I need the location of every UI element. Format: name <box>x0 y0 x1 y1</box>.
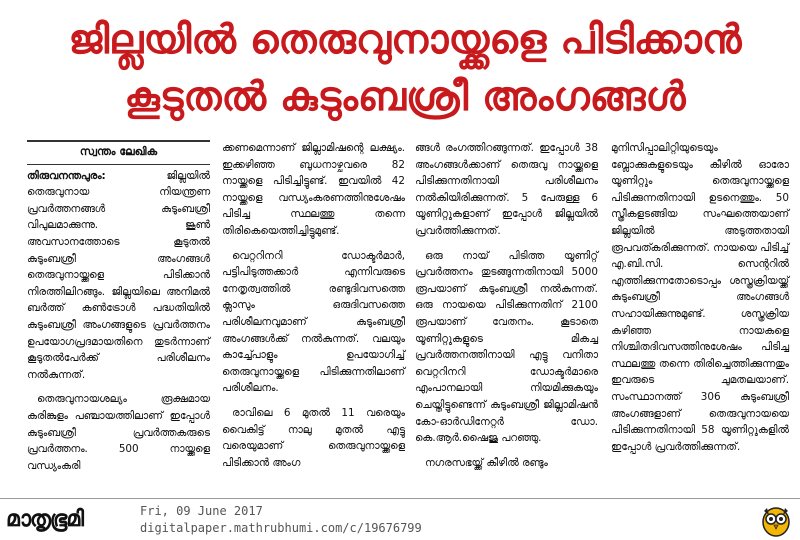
dateline: തിരുവനന്തപുരം: <box>27 169 106 182</box>
paragraph: മുനിസിപ്പാലിറ്റിയുടെയും ബ്ലോക്കുകളുടെയും കീഴിൽ ഓരോ യൂണിറ്റും തെരുവുനായ്ക്കളെ പിടിക്കുന്നതിനായി ഉടനെത്തും. 50 സ്ത്രീകളടങ്ങിയ സംഘത്തെയാണ് ജില്ലയിൽ അടുത്തതായി രൂപവത്കരിക്കുന്നത്. നായയെ പിടിച്ച് എ.ബി.സി. സെന്ററിൽ എത്തിക്കുന്നതോടൊപ്പം ശസ്ത്രക്രിയയ്ക്ക് കുടുംബശ്രീ അംഗങ്ങൾ സഹായിക്കുന്നുമുണ്ട്. ശസ്ത്രക്രിയ കഴിഞ്ഞ നായകളെ നിശ്ചിതദിവസത്തിനുശേഷം പിടിച്ച സ്ഥലത്തു തന്നെ തിരിച്ചെത്തിക്കുന്നതും ഇവരുടെ ചുമതലയാണ്. സംസ്ഥാനത്ത് 306 കുടുംബശ്രീ അംഗങ്ങളാണ് തെരുവുനായയെ പിടിക്കുന്നതിനായി 58 യൂണിറ്റുകളിൽ ഇപ്പോൾ പ്രവർത്തിക്കുന്നത്. <box>611 142 789 453</box>
paragraph: ജില്ലയിൽ തെരുവുനായ നിയന്ത്രണ പ്രവർത്തനങ്ങൾ കുടുംബശ്രീ വിപുലമാക്കുന്നു. ജൂൺ അവസാനത്തോടെ കൂടുതൽ കുടുംബശ്രീ അംഗങ്ങൾ തെരുവുനായ്ക്കളെ പിടിക്കാൻ നിരത്തിലിറങ്ങും. ജില്ലയിലെ അനിമൽ ബർത്ത് കൺട്രോൾ പദ്ധതിയിൽ കുടുംബശ്രീ അംഗങ്ങളുടെ പ്രവർത്തനം ഉപയോഗപ്രദമായതിനെ തുടർന്നാണ് കൂടുതൽപേർക്ക് പരിശീലനം നൽകുന്നത്. <box>27 169 210 381</box>
paragraph: ഒരു നായ് പിടിത്ത യൂണിറ്റ് പ്രവർത്തനം തുടങ്ങുന്നതിനായി 5000 രൂപയാണ് കുടുംബശ്രീ നൽകുന്നത്. ഒരു നായയെ പിടിക്കുന്നതിന് 2100 രൂപയാണ് വേതനം. കൂടാതെ യൂണിറ്റുകളുടെ മികച്ച പ്രവർത്തനത്തിനായി എട്ടു വനിതാ വെറ്ററിനറി ഡോക്ടർമാരെ എംപാനലായി നിയമിക്കുകയും ചെയ്തിട്ടുണ്ടെന്ന് കുടുംബശ്രീ ജില്ലാമിഷൻ കോ-ഓർഡിനേറ്റർ ഡോ. കെ.ആർ.ഷൈജു പറഞ്ഞു. <box>415 249 598 445</box>
paragraph: നഗരസഭയ്ക്ക് കീഴിൽ രണ്ടും <box>425 456 548 469</box>
paragraph: ക്കണമെന്നാണ് ജില്ലാമിഷന്റെ ലക്ഷ്യം. ഇക്കഴിഞ്ഞ ബുധനാഴ്ചവരെ 82 നായ്ക്കളെ പിടിച്ചിട്ടുണ്ട്. ഇവയിൽ 42 നായ്ക്കളെ വന്ധ്യംകരണത്തിനുശേഷം പിടിച്ച സ്ഥലത്തു തന്നെ തിരികെയെത്തിച്ചിട്ടുമുണ്ട്. <box>222 142 405 237</box>
article-column-2 <box>222 140 405 471</box>
paragraph: വെറ്ററിനറി ഡോക്ടർമാർ, പട്ടിപിടുത്തക്കാർ എന്നിവരുടെ നേതൃത്വത്തിൽ രണ്ടുദിവസത്തെ ക്ലാസും ഒരുദിവസത്തെ പരിശീലനവുമാണ് കുടുംബശ്രീ അംഗങ്ങൾക്ക് നൽകുന്നത്. വലയും കാച്ച്പോളും ഉപയോഗിച്ച് തെരുവുനായ്ക്കളെ പിടിക്കുന്നതിലാണ് പരിശീലനം. <box>222 249 405 395</box>
article-column-1 <box>27 140 210 474</box>
article-column-3 <box>415 140 598 471</box>
headline-line-2: കൂടുതൽ കുടുംബശ്രീ അംഗങ്ങൾ <box>124 74 686 120</box>
source-url[interactable]: digitalpaper.mathrubhumi.com/c/19676799 <box>140 521 422 535</box>
paragraph: രാവിലെ 6 മുതൽ 11 വരെയും വൈകിട്ട് നാലു മുതൽ എട്ടു വരെയുമാണ് തെരുവുനായ്ക്കളെ പിടിക്കാൻ അംഗ <box>222 406 405 469</box>
publication-date: Fri, 09 June 2017 <box>140 504 263 518</box>
paragraph: തെരുവുനായശല്യം രൂക്ഷമായ കരിങ്കുളം പഞ്ചായത്തിലാണ് ഇപ്പോൾ കുടുംബശ്രീ പ്രവർത്തകരുടെ പ്രവർത്തനം. 500 നായ്ക്കളെ വന്ധ്യംകരി <box>27 393 210 472</box>
footer-divider <box>0 498 800 499</box>
article-column-4 <box>611 140 789 455</box>
footer-meta <box>140 503 422 537</box>
publication-logo: മാതൃഭൂമി <box>6 506 84 532</box>
byline: സ്വന്തം ലേഖിക <box>27 140 210 165</box>
headline <box>20 12 790 126</box>
paragraph: ങ്ങൾ രംഗത്തിറങ്ങുന്നത്. ഇപ്പോൾ 38 അംഗങ്ങൾക്കാണ് തെരുവു നായ്ക്കളെ പിടിക്കുന്നതിനായി പരിശീലനം നൽകിയിരിക്കുന്നത്. 5 പേരുള്ള 6 യൂണിറ്റുകളാണ് ഇപ്പോൾ ജില്ലയിൽ പ്രവർത്തിക്കുന്നത്. <box>415 142 598 237</box>
owl-icon <box>760 503 792 537</box>
headline-line-1: ജില്ലയിൽ തെരുവുനായ്ക്കളെ പിടിക്കാൻ <box>68 17 742 63</box>
